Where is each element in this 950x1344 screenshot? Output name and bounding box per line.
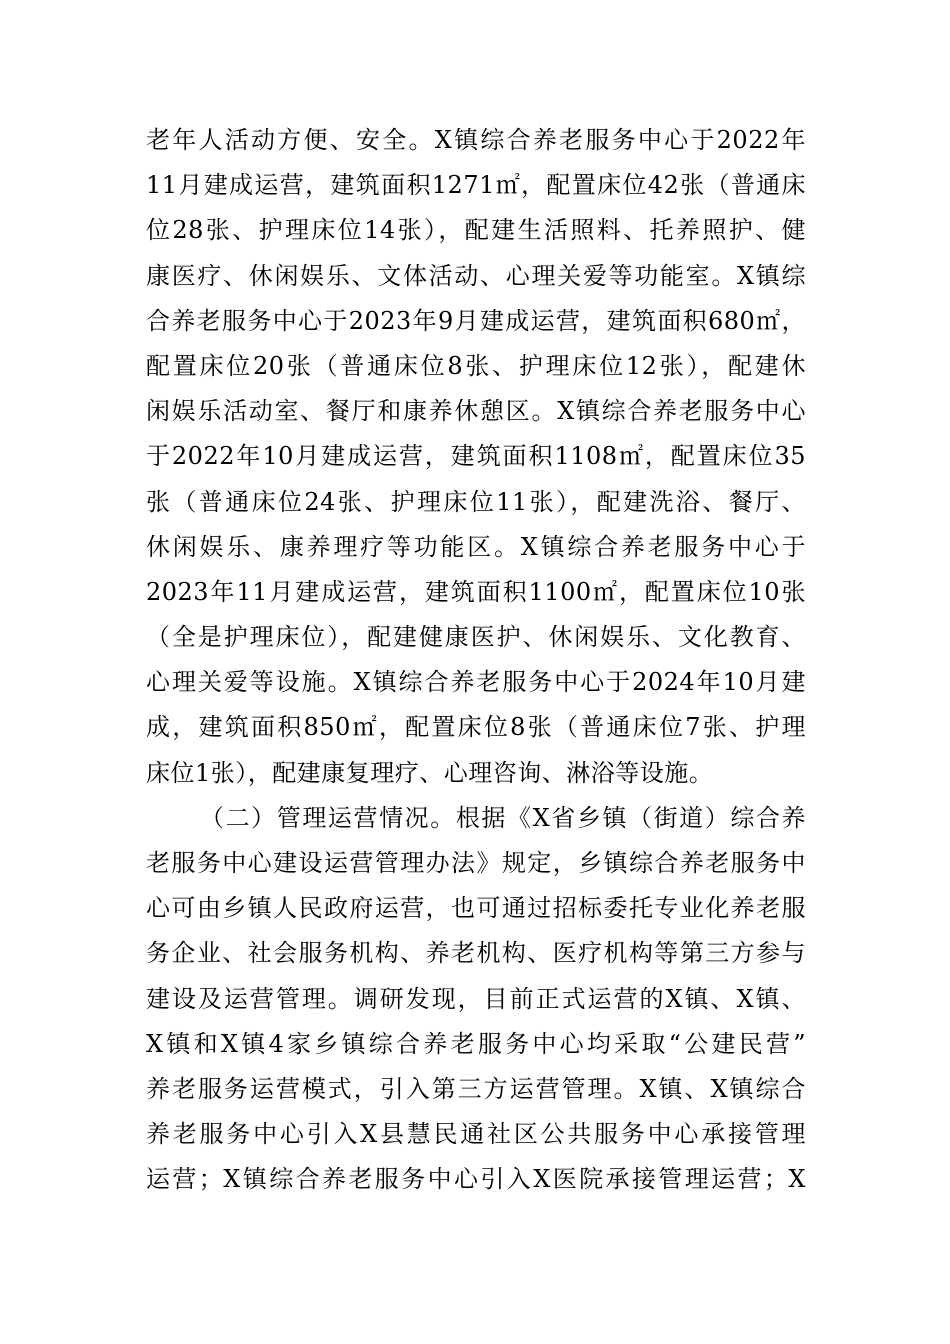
text-line: 务企业、社会服务机构、养老机构、医疗机构等第三方参与 [146, 939, 806, 968]
text-line: 养老服务运营模式，引入第三方运营管理。X镇、X镇综合 [146, 1074, 806, 1103]
text-line: 11月建成运营，建筑面积1271㎡，配置床位42张（普通床 [146, 171, 806, 200]
paragraph-management [146, 796, 806, 1203]
text-line: 休闲娱乐、康养理疗等功能区。X镇综合养老服务中心于 [146, 532, 806, 561]
text-line: X镇和X镇4家乡镇综合养老服务中心均采取“公建民营” [146, 1029, 806, 1058]
text-line: 闲娱乐活动室、餐厅和康养休憩区。X镇综合养老服务中心 [146, 397, 806, 426]
text-line: 心可由乡镇人民政府运营，也可通过招标委托专业化养老服 [146, 894, 806, 923]
text-line: 养老服务中心引入X县慧民通社区公共服务中心承接管理 [146, 1120, 806, 1149]
section-heading-line: （二）管理运营情况。根据《X省乡镇（街道）综合养 [200, 803, 806, 832]
text-line: 运营；X镇综合养老服务中心引入X医院承接管理运营；X [146, 1165, 806, 1194]
document-body [146, 118, 806, 1203]
text-line: 床位1张），配建康复理疗、心理咨询、淋浴等设施。 [146, 758, 714, 787]
text-line: 建设及运营管理。调研发现，目前正式运营的X镇、X镇、 [146, 984, 806, 1013]
text-line: 于2022年10月建成运营，建筑面积1108㎡，配置床位35 [146, 442, 806, 471]
text-line: 位28张、护理床位14张），配建生活照料、托养照护、健 [146, 216, 806, 245]
text-line: 2023年11月建成运营，建筑面积1100㎡，配置床位10张 [146, 577, 806, 606]
text-line: 合养老服务中心于2023年9月建成运营，建筑面积680㎡， [146, 306, 806, 335]
text-line: （全是护理床位），配建健康医护、休闲娱乐、文化教育、 [146, 623, 806, 652]
text-line: 康医疗、休闲娱乐、文体活动、心理关爱等功能室。X镇综 [146, 261, 806, 290]
text-line: 老服务中心建设运营管理办法》规定，乡镇综合养老服务中 [146, 849, 806, 877]
text-line: 张（普通床位24张、护理床位11张），配建洗浴、餐厅、 [146, 487, 806, 516]
text-line: 成，建筑面积850㎡，配置床位8张（普通床位7张、护理 [146, 713, 806, 742]
text-line: 配置床位20张（普通床位8张、护理床位12张），配建休 [146, 351, 806, 380]
text-line: 心理关爱等设施。X镇综合养老服务中心于2024年10月建 [146, 668, 806, 697]
text-line: 老年人活动方便、安全。X镇综合养老服务中心于2022年 [146, 126, 806, 154]
paragraph-facilities [146, 118, 806, 796]
